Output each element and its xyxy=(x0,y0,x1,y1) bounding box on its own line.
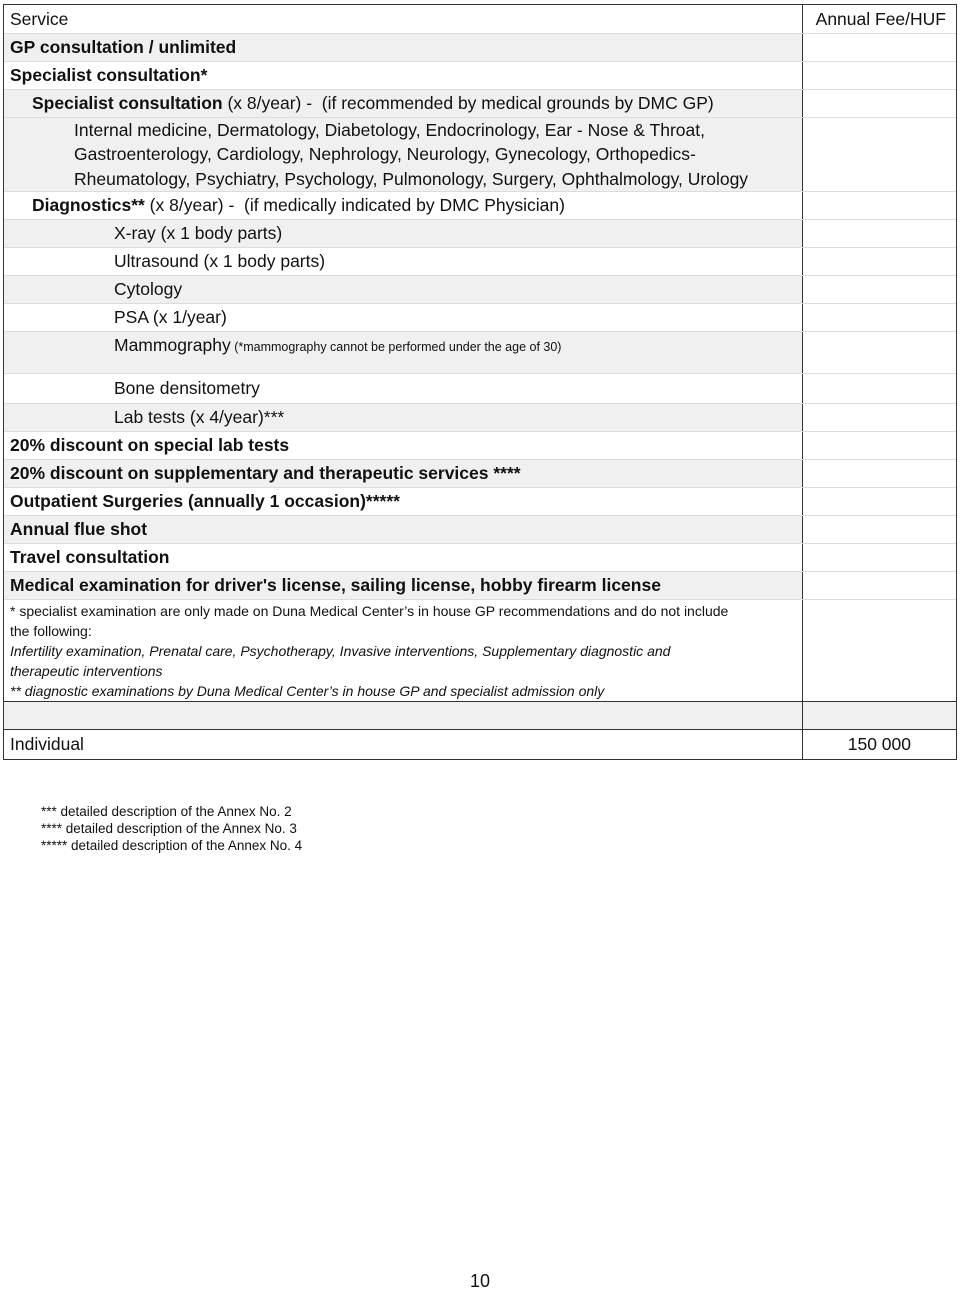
table-row xyxy=(4,544,956,572)
table-row xyxy=(4,276,956,304)
specialties-line-2: Gastroenterology, Cardiology, Nephrology, Neurology, Gynecology, Orthopedics- xyxy=(74,144,696,165)
diagnostics-label: Diagnostics** xyxy=(32,195,145,215)
table-row xyxy=(4,304,956,332)
flu-shot-label: Annual flue shot xyxy=(10,519,148,539)
spacer-row xyxy=(4,702,956,730)
price-row xyxy=(4,730,956,759)
note-diagnostic: ** diagnostic examinations by Duna Medical Center’s in house GP and specialist admission only xyxy=(10,682,605,699)
gp-consultation-label: GP consultation / unlimited xyxy=(10,37,237,57)
table-row xyxy=(4,192,956,220)
footnote-annex-4: ***** detailed description of the Annex No. 4 xyxy=(41,838,303,853)
table-row xyxy=(4,460,956,488)
notes-row xyxy=(4,600,956,702)
footnote-annex-2: *** detailed description of the Annex No. 2 xyxy=(41,804,292,819)
service-fee-table xyxy=(3,4,957,760)
note-specialist: * specialist examination are only made on Duna Medical Center’s in house GP recommendations and do not include xyxy=(10,602,729,619)
table-header-row xyxy=(4,5,956,34)
note-exclusions-1: Infertility examination, Prenatal care, Psychotherapy, Invasive interventions, Supplementary diagnostic and xyxy=(10,642,671,659)
travel-consultation-label: Travel consultation xyxy=(10,547,170,567)
table-row xyxy=(4,404,956,432)
footnote-annex-3: **** detailed description of the Annex No. 3 xyxy=(41,821,297,836)
table-row xyxy=(4,432,956,460)
specialist-consultation-label: Specialist consultation* xyxy=(10,65,208,85)
outpatient-surgeries-label: Outpatient Surgeries (annually 1 occasion)***** xyxy=(10,491,400,511)
special-lab-discount-label: 20% discount on special lab tests xyxy=(10,435,290,455)
table-row xyxy=(4,572,956,600)
table-row xyxy=(4,62,956,90)
table-row xyxy=(4,248,956,276)
bone-densitometry-label: Bone densitometry xyxy=(114,378,260,398)
mammography-note: (*mammography cannot be performed under the age of 30) xyxy=(230,340,562,354)
diagnostics-detail: (x 8/year) - (if medically indicated by DMC Physician) xyxy=(144,195,565,215)
page-number: 10 xyxy=(469,1271,491,1291)
fee-column-header: Annual Fee/HUF xyxy=(815,8,946,29)
table-row xyxy=(4,488,956,516)
service-column-header: Service xyxy=(10,8,69,29)
table-row xyxy=(4,118,956,192)
individual-price: 150 000 xyxy=(847,734,911,754)
table-row xyxy=(4,374,956,404)
individual-label: Individual xyxy=(10,734,84,754)
table-row xyxy=(4,34,956,62)
psa-label: PSA (x 1/year) xyxy=(114,307,227,327)
note-following: the following: xyxy=(10,622,92,639)
cytology-label: Cytology xyxy=(114,279,183,299)
supplementary-discount-label: 20% discount on supplementary and therapeutic services **** xyxy=(10,463,521,483)
mammography-label: Mammography xyxy=(114,335,231,355)
table-row xyxy=(4,90,956,118)
note-exclusions-2: therapeutic interventions xyxy=(10,662,163,679)
xray-label: X-ray (x 1 body parts) xyxy=(114,223,283,243)
medical-examination-label: Medical examination for driver's license, sailing license, hobby firearm license xyxy=(10,575,661,595)
specialist-sub-detail: (x 8/year) - (if recommended by medical grounds by DMC GP) xyxy=(222,93,714,113)
specialties-line-3: Rheumatology, Psychiatry, Psychology, Pulmonology, Surgery, Ophthalmology, Urology xyxy=(74,168,749,189)
table-row xyxy=(4,220,956,248)
lab-tests-label: Lab tests (x 4/year)*** xyxy=(114,407,285,427)
ultrasound-label: Ultrasound (x 1 body parts) xyxy=(114,251,326,271)
specialist-sub-label: Specialist consultation xyxy=(32,93,223,113)
specialties-line-1: Internal medicine, Dermatology, Diabetology, Endocrinology, Ear - Nose & Throat, xyxy=(74,119,705,140)
table-row xyxy=(4,516,956,544)
annex-footnotes xyxy=(41,803,302,854)
table-row xyxy=(4,332,956,374)
